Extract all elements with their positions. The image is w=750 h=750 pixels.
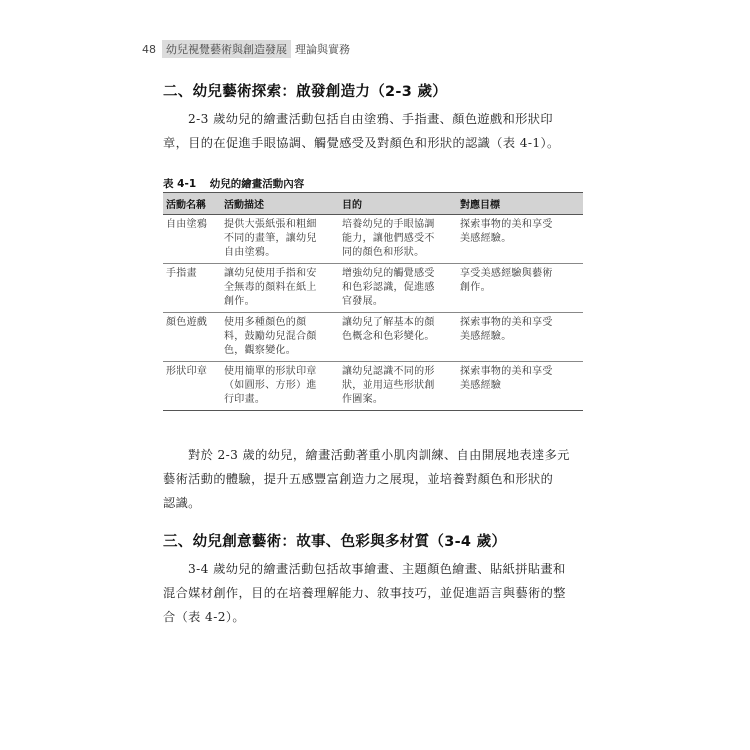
cell-text: 自由塗鴉 [166,219,208,230]
cell-text: 顏色遊戲 [166,317,208,328]
table-caption-title: 幼兒的繪畫活動內容 [209,178,305,190]
cell-text: 不同的畫筆，讓幼兒 [224,233,317,244]
cell-description [221,362,339,411]
cell-description [221,215,339,264]
cell-text: 手指畫 [166,268,197,279]
cell-text: 探索事物的美和享受 [460,366,553,377]
paragraph-line: 藝術活動的體驗，提升五感豐富創造力之展現，並培養對顏色和形狀的 [163,472,554,486]
cell-text: 培養幼兒的手眼協調 [342,219,435,230]
section-heading-2: 二、幼兒藝術探索：啟發創造力（2-3 歲） [163,84,448,100]
cell-text: 和色彩認識，促進感 [342,282,435,293]
section-3-paragraph [163,557,583,629]
table-header-row [163,193,583,215]
table-row [163,264,583,313]
cell-text: 料，鼓勵幼兒混合顏 [224,331,317,342]
book-title: 幼兒視覺藝術與創造發展 [162,40,291,58]
cell-text: 使用多種顏色的顏 [224,317,307,328]
cell-text: 探索事物的美和享受 [460,219,553,230]
paragraph-line: 對於 2-3 歲的幼兒，繪畫活動著重小肌肉訓練、自由開展地表達多元 [188,448,570,462]
cell-text: 官發展。 [342,296,384,307]
cell-text: 創作。 [460,282,491,293]
cell-goal [457,313,583,362]
cell-text: 行印畫。 [224,394,266,405]
cell-name [163,362,221,411]
paragraph-line: 章，目的在促進手眼協調、觸覺感受及對顏色和形狀的認識（表 4-1）。 [163,136,560,150]
activities-table [163,192,583,411]
cell-text: 探索事物的美和享受 [460,317,553,328]
cell-text: 讓幼兒了解基本的顏 [342,317,435,328]
table-caption-label: 表 4-1 [163,178,197,190]
cell-description [221,313,339,362]
cell-text: 創作。 [224,296,255,307]
cell-text: 色概念和色彩變化。 [342,331,435,342]
cell-text: 色，觀察變化。 [224,345,297,356]
cell-description [221,264,339,313]
cell-text: 讓幼兒使用手指和安 [224,268,317,279]
cell-name [163,264,221,313]
summary-paragraph [163,443,583,515]
cell-text: 能力，讓他們感受不 [342,233,435,244]
cell-purpose [339,264,457,313]
paragraph-line: 認識。 [163,496,201,510]
column-header-goal: 對應目標 [457,193,583,215]
cell-purpose [339,313,457,362]
section-2-paragraph [163,107,583,155]
cell-text: 同的顏色和形狀。 [342,247,425,258]
book-subtitle: 理論與實務 [295,43,350,56]
cell-text: 美感經驗 [460,380,502,391]
cell-purpose [339,215,457,264]
table-caption [163,176,304,191]
cell-name [163,313,221,362]
cell-text: 讓幼兒認識不同的形 [342,366,435,377]
paragraph-line: 合（表 4-2）。 [163,610,245,624]
cell-name [163,215,221,264]
column-header-purpose: 目的 [339,193,457,215]
paragraph-line: 混合媒材創作，目的在培養理解能力、敘事技巧，並促進語言與藝術的整 [163,586,566,600]
cell-text: 美感經驗。 [460,331,512,342]
cell-text: 作圖案。 [342,394,384,405]
table-row [163,215,583,264]
cell-text: 提供大張紙張和粗細 [224,219,317,230]
cell-goal [457,362,583,411]
cell-text: 自由塗鴉。 [224,247,276,258]
section-heading-3: 三、幼兒創意藝術：故事、色彩與多材質（3-4 歲） [163,534,507,550]
cell-text: 形狀印章 [166,366,208,377]
cell-goal [457,264,583,313]
cell-text: 美感經驗。 [460,233,512,244]
cell-text: （如圓形、方形）進 [224,380,317,391]
cell-text: 使用簡單的形狀印章 [224,366,317,377]
running-header [142,40,350,58]
cell-text: 享受美感經驗與藝術 [460,268,553,279]
cell-text: 全無毒的顏料在紙上 [224,282,317,293]
paragraph-line: 3-4 歲幼兒的繪畫活動包括故事繪畫、主題顏色繪畫、貼紙拼貼畫和 [188,562,566,576]
column-header-name: 活動名稱 [163,193,221,215]
cell-text: 狀，並用這些形狀創 [342,380,435,391]
cell-text: 增強幼兒的觸覺感受 [342,268,435,279]
cell-goal [457,215,583,264]
paragraph-line: 2-3 歲幼兒的繪畫活動包括自由塗鴉、手指畫、顏色遊戲和形狀印 [188,112,553,126]
page-number: 48 [142,42,156,56]
table-row [163,313,583,362]
table-row [163,362,583,411]
column-header-description: 活動描述 [221,193,339,215]
cell-purpose [339,362,457,411]
